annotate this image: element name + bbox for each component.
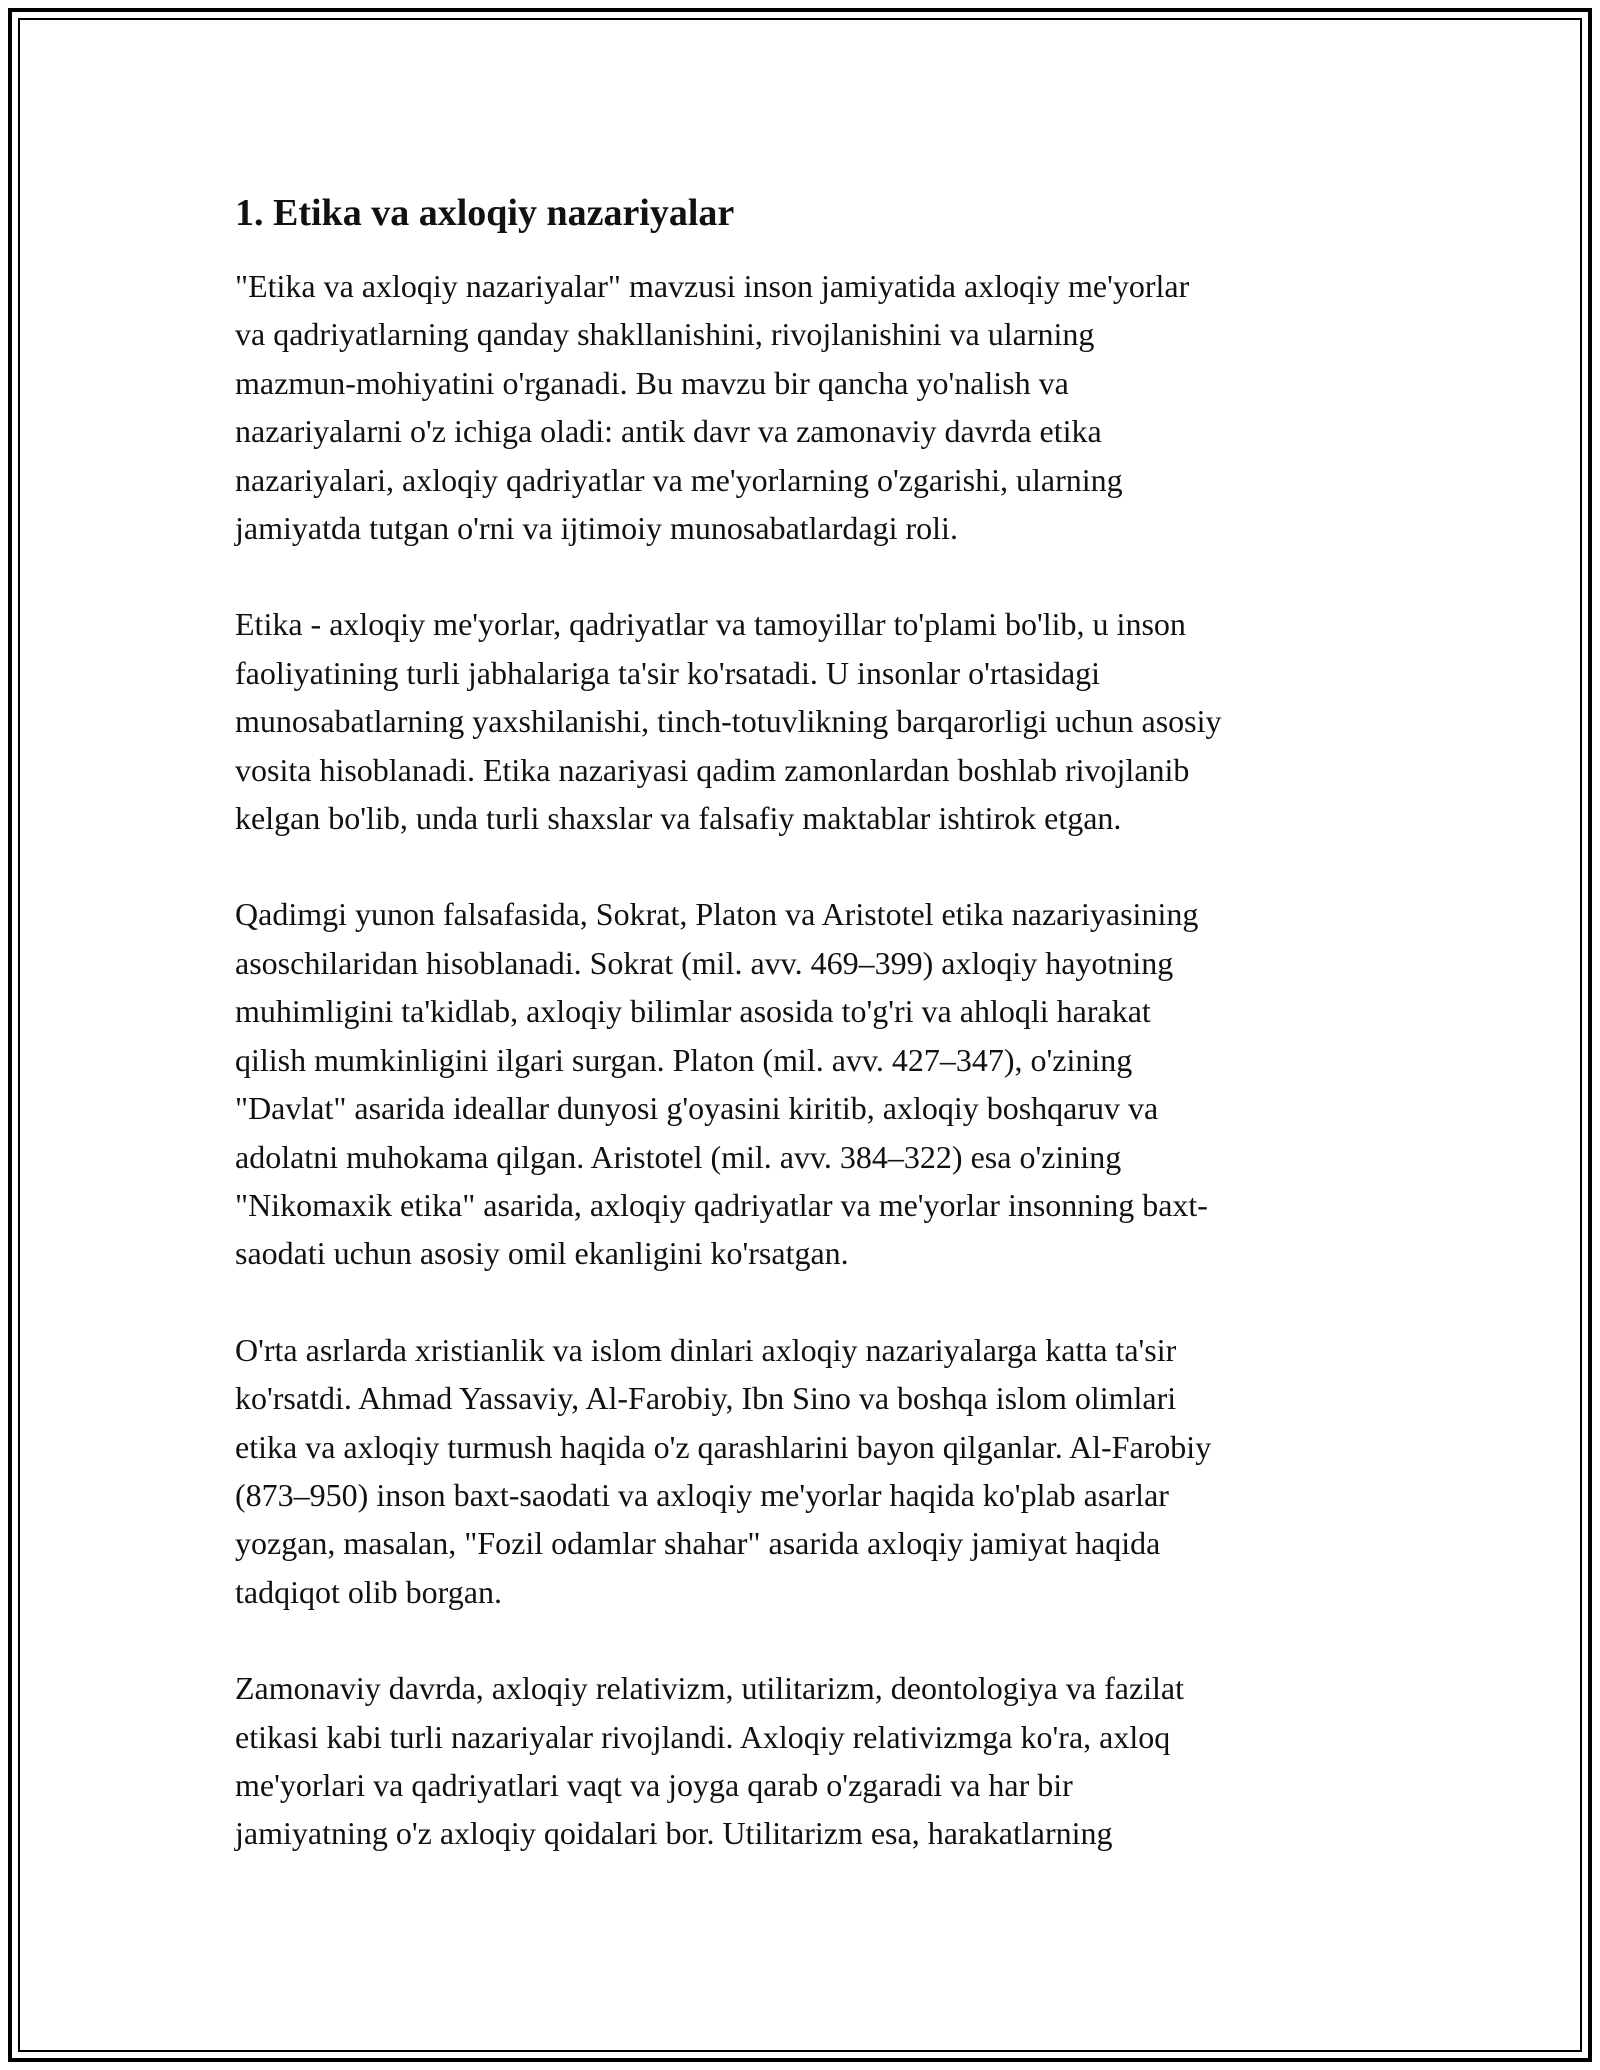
paragraph-5 bbox=[235, 1664, 1375, 1858]
text-line: mazmun-mohiyatini o'rganadi. Bu mavzu bir qancha yo'nalish va bbox=[235, 364, 1069, 401]
text-line: etika va axloqiy turmush haqida o'z qarashlarini bayon qilganlar. Al-Farobiy bbox=[235, 1428, 1212, 1465]
text-line: etikasi kabi turli nazariyalar rivojlandi. Axloqiy relativizmga ko'ra, axloq bbox=[235, 1718, 1171, 1755]
text-line: qilish mumkinligini ilgari surgan. Platon (mil. avv. 427–347), o'zining bbox=[235, 1041, 1133, 1078]
text-line: nazariyalarni o'z ichiga oladi: antik davr va zamonaviy davrda etika bbox=[235, 413, 1102, 450]
text-line: Qadimgi yunon falsafasida, Sokrat, Platon va Aristotel etika nazariyasining bbox=[235, 896, 1199, 933]
text-line: yozgan, masalan, "Fozil odamlar shahar" asarida axloqiy jamiyat haqida bbox=[235, 1525, 1161, 1562]
text-line: "Etika va axloqiy nazariyalar" mavzusi inson jamiyatida axloqiy me'yorlar bbox=[235, 268, 1190, 304]
text-line: munosabatlarning yaxshilanishi, tinch-totuvlikning barqarorligi uchun asosiy bbox=[235, 703, 1222, 740]
paragraph-4 bbox=[235, 1326, 1375, 1616]
text-line: saodati uchun asosiy omil ekanligini ko'rsatgan. bbox=[235, 1235, 849, 1272]
text-line: (873–950) inson baxt-saodati va axloqiy me'yorlar haqida ko'plab asarlar bbox=[235, 1476, 1169, 1513]
text-line: tadqiqot olib borgan. bbox=[235, 1573, 502, 1610]
section-heading: 1. Etika va axloqiy nazariyalar bbox=[235, 192, 735, 234]
text-line: muhimligini ta'kidlab, axloqiy bilimlar asosida to'g'ri va ahloqli harakat bbox=[235, 993, 1151, 1030]
text-line: faoliyatining turli jabhalariga ta'sir ko'rsatadi. U insonlar o'rtasidagi bbox=[235, 654, 1101, 691]
text-line: kelgan bo'lib, unda turli shaxslar va falsafiy maktablar ishtirok etgan. bbox=[235, 800, 1122, 837]
text-line: asoschilaridan hisoblanadi. Sokrat (mil. avv. 469–399) axloqiy hayotning bbox=[235, 944, 1174, 981]
text-line: "Davlat" asarida ideallar dunyosi g'oyasini kiritib, axloqiy boshqaruv va bbox=[235, 1090, 1159, 1127]
text-line: "Nikomaxik etika" asarida, axloqiy qadriyatlar va me'yorlar insonning baxt- bbox=[235, 1186, 1208, 1223]
text-line: adolatni muhokama qilgan. Aristotel (mil. avv. 384–322) esa o'zining bbox=[235, 1138, 1122, 1175]
paragraph-2 bbox=[235, 600, 1375, 842]
text-line: Zamonaviy davrda, axloqiy relativizm, utilitarizm, deontologiya va fazilat bbox=[235, 1670, 1185, 1707]
text-line: Etika - axloqiy me'yorlar, qadriyatlar va tamoyillar to'plami bo'lib, u inson bbox=[235, 606, 1186, 643]
paragraph-1 bbox=[235, 262, 1375, 552]
paragraph-3 bbox=[235, 890, 1375, 1277]
text-line: jamiyatda tutgan o'rni va ijtimoiy munosabatlardagi roli. bbox=[235, 510, 958, 547]
text-line: vosita hisoblanadi. Etika nazariyasi qadim zamonlardan boshlab rivojlanib bbox=[235, 751, 1190, 788]
text-line: ko'rsatdi. Ahmad Yassaviy, Al-Farobiy, Ibn Sino va boshqa islom olimlari bbox=[235, 1380, 1177, 1417]
text-line: O'rta asrlarda xristianlik va islom dinlari axloqiy nazariyalarga katta ta'sir bbox=[235, 1331, 1177, 1368]
text-line: va qadriyatlarning qanday shakllanishini, rivojlanishini va ularning bbox=[235, 316, 1095, 353]
document-body bbox=[235, 188, 1375, 1906]
text-line: me'yorlari va qadriyatlari vaqt va joyga qarab o'zgaradi va har bir bbox=[235, 1766, 1073, 1803]
text-line: jamiyatning o'z axloqiy qoidalari bor. Utilitarizm esa, harakatlarning bbox=[235, 1815, 1113, 1852]
text-line: nazariyalari, axloqiy qadriyatlar va me'yorlarning o'zgarishi, ularning bbox=[235, 461, 1123, 498]
